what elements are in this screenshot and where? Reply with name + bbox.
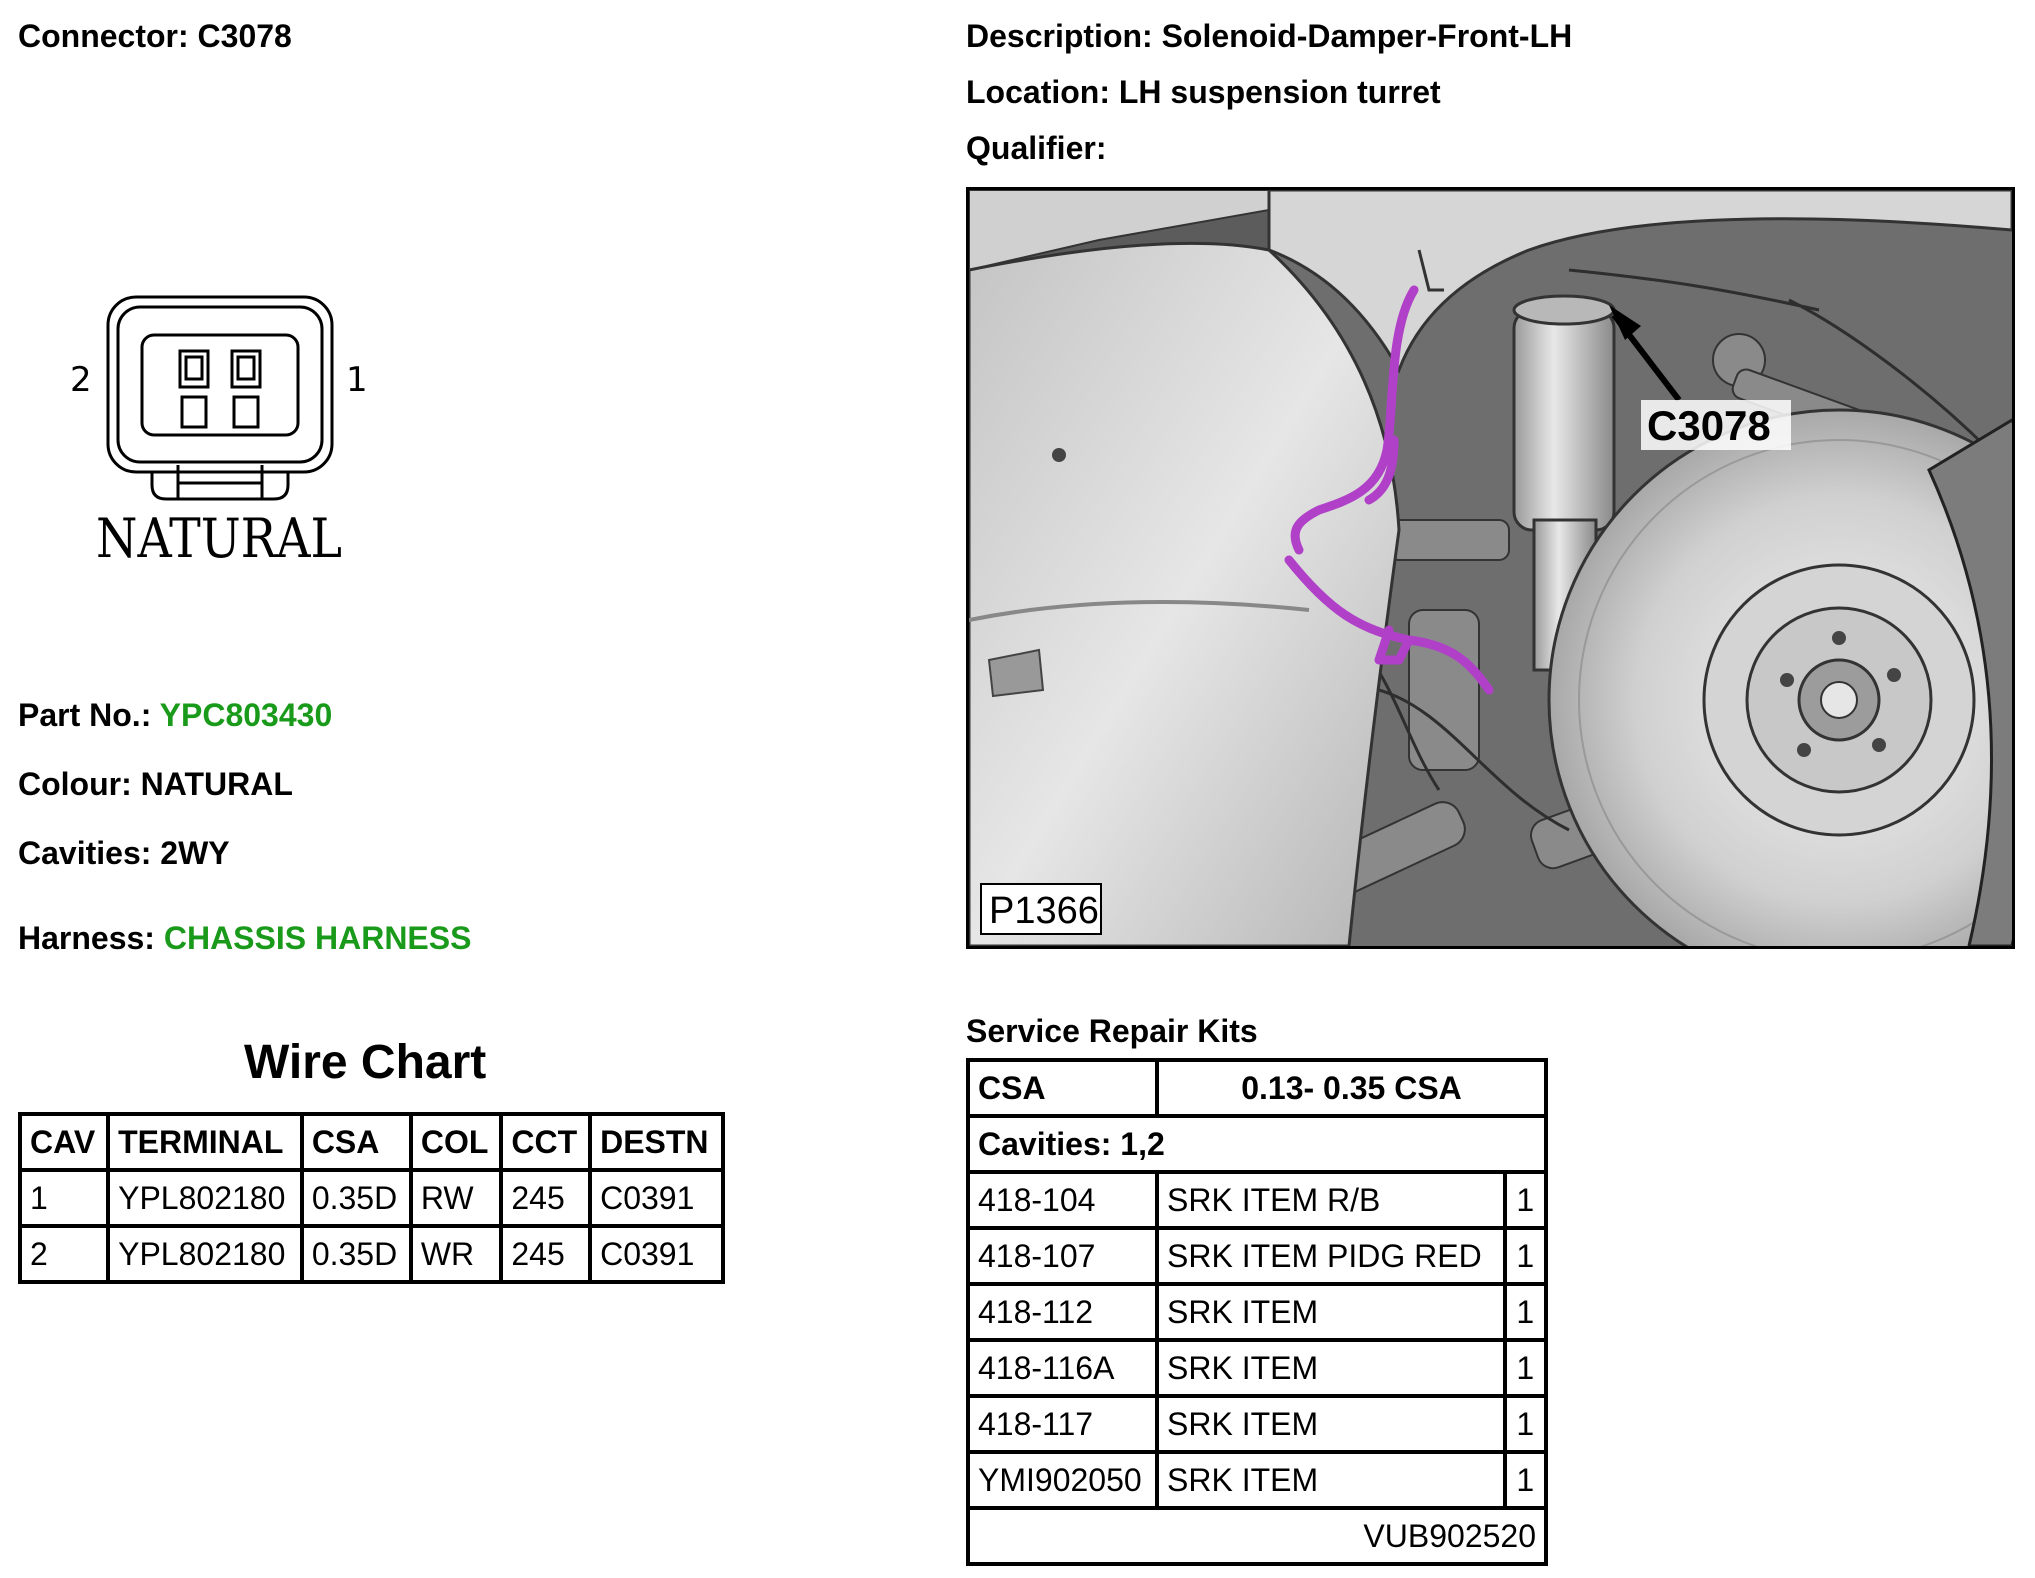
connector-id: C3078 [197,18,292,54]
connector-face-drawing [60,285,380,575]
column-header: CSA [302,1114,411,1170]
cavities-row [968,1116,1546,1172]
cell-terminal: YPL802180 [108,1226,302,1282]
kit-description: SRK ITEM [1157,1284,1505,1340]
description-label: Description: [966,18,1153,54]
harness-label: Harness: [18,920,155,956]
cavities-label: Cavities: [18,835,152,871]
kit-quantity: 1 [1505,1284,1546,1340]
qualifier-line [966,130,1106,167]
kit-quantity: 1 [1505,1228,1546,1284]
colour-line [18,766,293,803]
pin-1-label: 1 [346,360,368,400]
table-row [968,1284,1546,1340]
pin-2-label: 2 [70,360,92,400]
location-value: LH suspension turret [1118,74,1441,110]
kit-quantity: 1 [1505,1452,1546,1508]
table-row [20,1226,723,1282]
wire-chart-header-row [20,1114,723,1170]
cell-csa: 0.35D [302,1226,411,1282]
location-line [966,74,1441,111]
table-row [968,1228,1546,1284]
connector-location-photo [966,187,2015,949]
kit-description: SRK ITEM [1157,1340,1505,1396]
part-number-link[interactable]: YPC803430 [159,697,333,733]
kit-description: SRK ITEM [1157,1452,1505,1508]
service-kits-title: Service Repair Kits [966,1013,1258,1049]
callout-label: C3078 [1647,402,1771,449]
photo-reference: P1366 [989,890,1099,932]
kit-quantity: 1 [1505,1340,1546,1396]
table-row [968,1172,1546,1228]
kit-description: SRK ITEM PIDG RED [1157,1228,1505,1284]
harness-line [18,920,471,957]
cell-destn: C0391 [590,1170,723,1226]
kit-quantity: 1 [1505,1172,1546,1228]
connector-heading [18,18,292,55]
table-row [20,1170,723,1226]
cell-cav: 2 [20,1226,108,1282]
csa-label: CSA [968,1060,1157,1116]
column-header: DESTN [590,1114,723,1170]
wire-chart-title: Wire Chart [244,1036,487,1089]
cell-csa: 0.35D [302,1170,411,1226]
cell-col: RW [411,1170,502,1226]
cavities-line [18,835,230,872]
kit-description: SRK ITEM [1157,1396,1505,1452]
colour-label: Colour: [18,766,132,802]
csa-range: 0.13- 0.35 CSA [1157,1060,1546,1116]
qualifier-label: Qualifier: [966,130,1107,166]
csa-row [968,1060,1546,1116]
column-header: CCT [501,1114,590,1170]
cell-cav: 1 [20,1170,108,1226]
connector-label: Connector: [18,18,189,54]
column-header: CAV [20,1114,108,1170]
cell-cct: 245 [501,1170,590,1226]
kit-description: SRK ITEM R/B [1157,1172,1505,1228]
kit-quantity: 1 [1505,1396,1546,1452]
kit-part-number: 418-104 [968,1172,1157,1228]
table-row [968,1340,1546,1396]
kit-part-number: 418-117 [968,1396,1157,1452]
connector-colour-text: NATURAL [96,507,342,570]
colour-value: NATURAL [140,766,293,802]
part-number-line [18,697,332,734]
kit-number: VUB902520 [968,1508,1546,1564]
kit-part-number: 418-107 [968,1228,1157,1284]
column-header: COL [411,1114,502,1170]
service-kits-table [966,1058,1548,1566]
description-value: Solenoid-Damper-Front-LH [1161,18,1573,54]
column-header: TERMINAL [108,1114,302,1170]
table-row [968,1452,1546,1508]
kit-part-number: YMI902050 [968,1452,1157,1508]
kit-cavities: Cavities: 1,2 [968,1116,1546,1172]
cell-terminal: YPL802180 [108,1170,302,1226]
table-row [968,1396,1546,1452]
cell-cct: 245 [501,1226,590,1282]
kit-part-number: 418-112 [968,1284,1157,1340]
harness-link[interactable]: CHASSIS HARNESS [163,920,472,956]
kit-part-number: 418-116A [968,1340,1157,1396]
cell-col: WR [411,1226,502,1282]
kit-footer-row [968,1508,1546,1564]
description-line [966,18,1572,55]
wire-chart-table [18,1112,725,1284]
cavities-value: 2WY [160,835,230,871]
part-number-label: Part No.: [18,697,152,733]
cell-destn: C0391 [590,1226,723,1282]
location-label: Location: [966,74,1110,110]
